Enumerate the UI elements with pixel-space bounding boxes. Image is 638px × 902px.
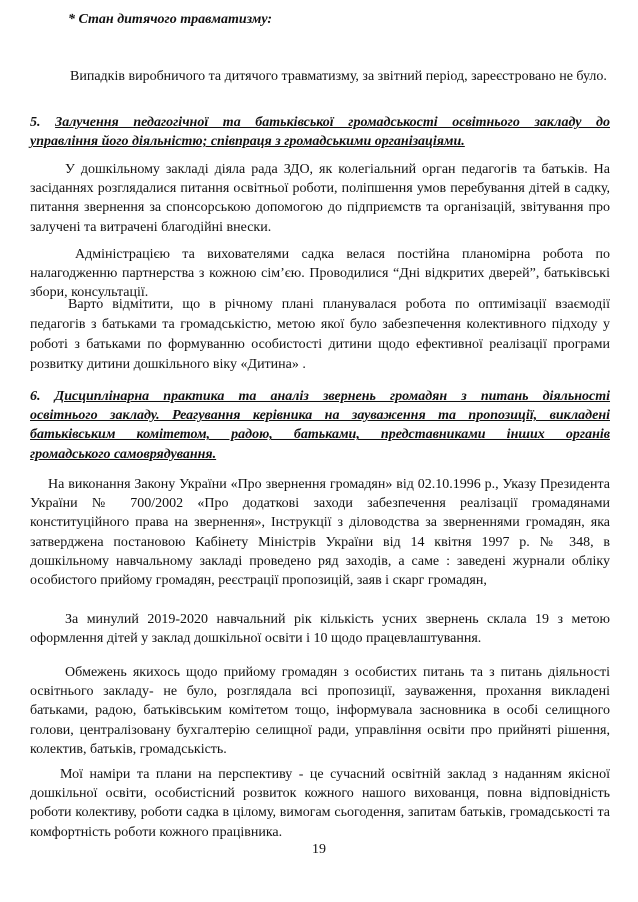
- section-5-paragraph-1: У дошкільному закладі діяла рада ЗДО, як колегіальний орган педагогів та батьків. На засіданнях розглядалися питання освітньої роботи, поліпшення умов перебування дітей в садку, питання звернення за спонсорською допомогою до підприємств та організацій, звітування про залучені та витрачені благодійні внески.: [30, 162, 610, 235]
- section-6-number: 6.: [30, 389, 41, 404]
- section-6-heading-line-3: батьківським комітетом, радою, батьками, представниками інших органів: [30, 427, 610, 443]
- section-5-paragraph-3: Варто відмітити, що в річному плані планувалася робота по оптимізації взаємодії педагогів з батьками та громадськістю, метою якої було забезпечення колективного підходу у роботі з батьками по формуванню особистості дитини щодо ефективної реалізації програми розвитку дитини дошкільного віку «Дитина» .: [30, 297, 610, 372]
- section-6-heading-line-2: освітнього закладу. Реагування керівника на зауваження та пропозиції, викладені: [30, 408, 610, 424]
- section-5-heading-line-2: управління його діяльністю; співпраця з громадськими організаціями.: [30, 134, 465, 150]
- page-number: 19: [312, 842, 326, 857]
- section-6-paragraph-4: Мої наміри та плани на перспективу - це сучасний освітній заклад з наданням якісної дошкільної освіти, особистісний розвиток кожного нашого вихованця, повна відповідність роботи колективу, роботи садка в цілому, вимогам сьогодення, запитам батьків, громадськості та комфортність роботи кожного працівника.: [30, 767, 610, 840]
- injury-subsection-title: * Стан дитячого травматизму:: [68, 12, 273, 27]
- section-6-paragraph-1: На виконання Закону України «Про звернення громадян» від 02.10.1996 р., Указу Президента України № 700/2002 «Про додаткові заходи забезпечення реалізації громадянами конституційного права на звернення», Інструкції з діловодства за зверненнями громадян, яка затверджена постановою Кабінету Міністрів України від 14 квітня 1997 р. № 348, в дошкільному навчальному закладі проведено ряд заходів, а саме : заведені журнали обліку особистого прийому громадян, реєстрації пропозицій, заяв і скарг громадян,: [30, 477, 610, 589]
- section-6-paragraph-3: Обмежень якихось щодо прийому громадян з особистих питань та з питань діяльності освітнього закладу- не було, розглядала всі пропозиції, зауваження, прохання викладені батьками, радою, батьківським комітетом тощо, інформувала засновника в особі селищного голови, централізовану бухгалтерію селищної ради, управління освіти про прийняті рішення, колектив, батьків, громадськість.: [30, 665, 610, 757]
- section-5-heading-line-1: Залучення педагогічної та батьківської громадськості освітнього закладу до: [55, 115, 610, 130]
- section-6-paragraph-2: За минулий 2019-2020 навчальний рік кількість усних звернень склала 19 з метою оформлення дітей у заклад дошкільної освіти і 10 щодо працевлаштування.: [30, 612, 610, 647]
- section-5-number: 5.: [30, 115, 41, 130]
- section-6-heading-line-4: громадського самоврядування.: [30, 446, 217, 462]
- section-6-heading: [30, 387, 610, 464]
- injury-paragraph: Випадків виробничого та дитячого травматизму, за звітний період, зареєстровано не було.: [70, 69, 607, 84]
- section-6-heading-line-1: Дисциплінарна практика та аналіз звернень громадян з питань діяльності: [54, 389, 611, 404]
- section-5-paragraph-2: Адміністрацією та вихователями садка велася постійна планомірна робота по налагодженню партнерства з кожною сім’єю. Проводилися “Дні відкритих дверей”, батьківські збори, консультації.: [30, 247, 610, 301]
- section-5-heading: [30, 113, 610, 151]
